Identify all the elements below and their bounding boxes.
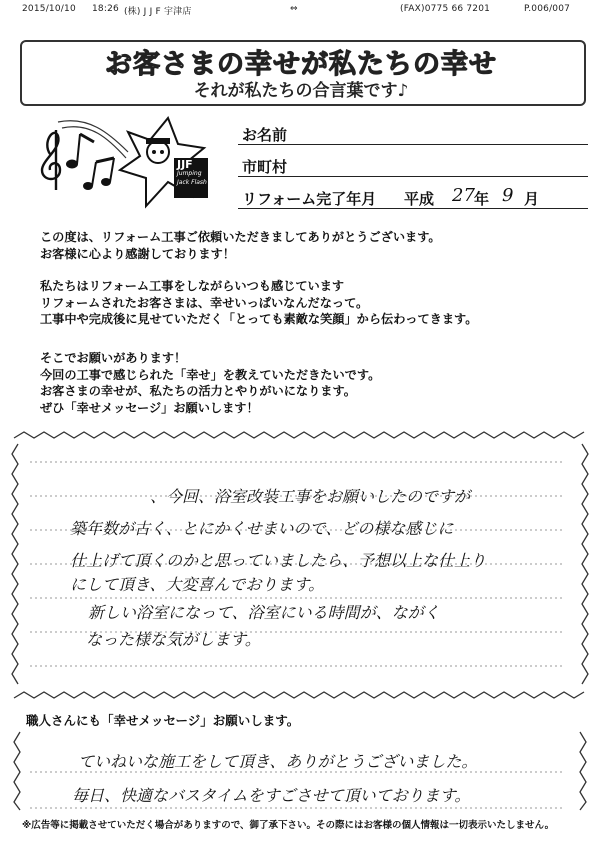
city-label: 市町村: [242, 158, 288, 176]
intro-line: 今回の工事で感じられた「幸せ」を教えていただきたいです。: [40, 367, 381, 382]
completion-label: リフォーム完了年月: [242, 190, 377, 208]
completion-field-line: [238, 208, 588, 209]
fax-arrow-icon: ⇔: [290, 4, 298, 14]
name-field-line: [238, 144, 588, 145]
intro-line: 工事中や完成後に見せていただく「とっても素敵な笑顔」から伝わってきます。: [40, 312, 478, 326]
intro-line: この度は、リフォーム工事ご依頼いただきましてありがとうございます。: [40, 230, 441, 244]
message-line: なった様な気がします。: [86, 630, 261, 649]
year-unit: 年: [474, 190, 490, 208]
completion-year: 27: [452, 185, 475, 206]
treble-clef-icon: [42, 130, 60, 190]
intro-line: 私たちはリフォーム工事をしながらいつも感じています: [40, 279, 345, 293]
message-line: 新しい浴室になって、浴室にいる時間が、ながく: [88, 603, 440, 622]
craftsman-message-line: ていねいな施工をして頂き、ありがとうございました。: [78, 752, 478, 771]
fax-date: 2015/10/10: [22, 4, 76, 14]
message-line: にして頂き、大変喜んでおります。: [70, 575, 325, 594]
page-title: お客さまの幸せが私たちの幸せ: [105, 49, 497, 80]
era-label: 平成: [404, 190, 435, 208]
fax-time: 18:26: [92, 4, 119, 14]
intro-paragraph-1: [40, 229, 441, 262]
craftsman-message-line: 毎日、快適なバスタイムをすごさせて頂いております。: [72, 786, 471, 805]
fax-page: P.006/007: [524, 4, 571, 14]
fax-number: (FAX)0775 66 7201: [400, 4, 491, 14]
craftsman-section-label: 職人さんにも「幸せメッセージ」お願いします。: [26, 713, 300, 728]
month-unit: 月: [524, 190, 540, 208]
intro-line: お客さまの幸せが、私たちの活力とやりがいになります。: [40, 384, 356, 398]
fax-sender: (株) J J F 宇津店: [124, 7, 192, 17]
intro-line: ぜひ「幸せメッセージ」お願いします！: [40, 400, 259, 415]
intro-line: リフォームされたお客さまは、幸せいっぱいなんだなって。: [40, 295, 369, 310]
logo-tagline: Jumping Jack Flash: [177, 170, 207, 186]
name-label: お名前: [242, 126, 288, 144]
city-field-line: [238, 176, 588, 177]
page-subtitle: それが私たちの合言葉です♪: [193, 81, 409, 101]
intro-line: お客様に心より感謝しております！: [40, 246, 235, 261]
message-line: 、今回、浴室改装工事をお願いしたのですが: [150, 487, 471, 506]
message-line: 仕上げて頂くのかと思っていましたら、予想以上な仕上り: [70, 551, 487, 570]
intro-line: そこでお願いがあります！: [40, 351, 187, 365]
footer-note: ※広告等に掲載させていただく場合がありますので、御了承下さい。その際にはお客様の個人情報は一切表示いたしません。: [22, 820, 555, 831]
logo-brand: JJF: [177, 158, 193, 171]
music-note-icon: [66, 134, 114, 190]
intro-paragraph-2: [40, 278, 477, 328]
intro-paragraph-3: [40, 350, 380, 416]
completion-month: 9: [502, 185, 514, 206]
jjf-logo: [177, 160, 209, 187]
message-line: 築年数が古く、とにかくせまいので、どの様な感じに: [70, 519, 454, 538]
